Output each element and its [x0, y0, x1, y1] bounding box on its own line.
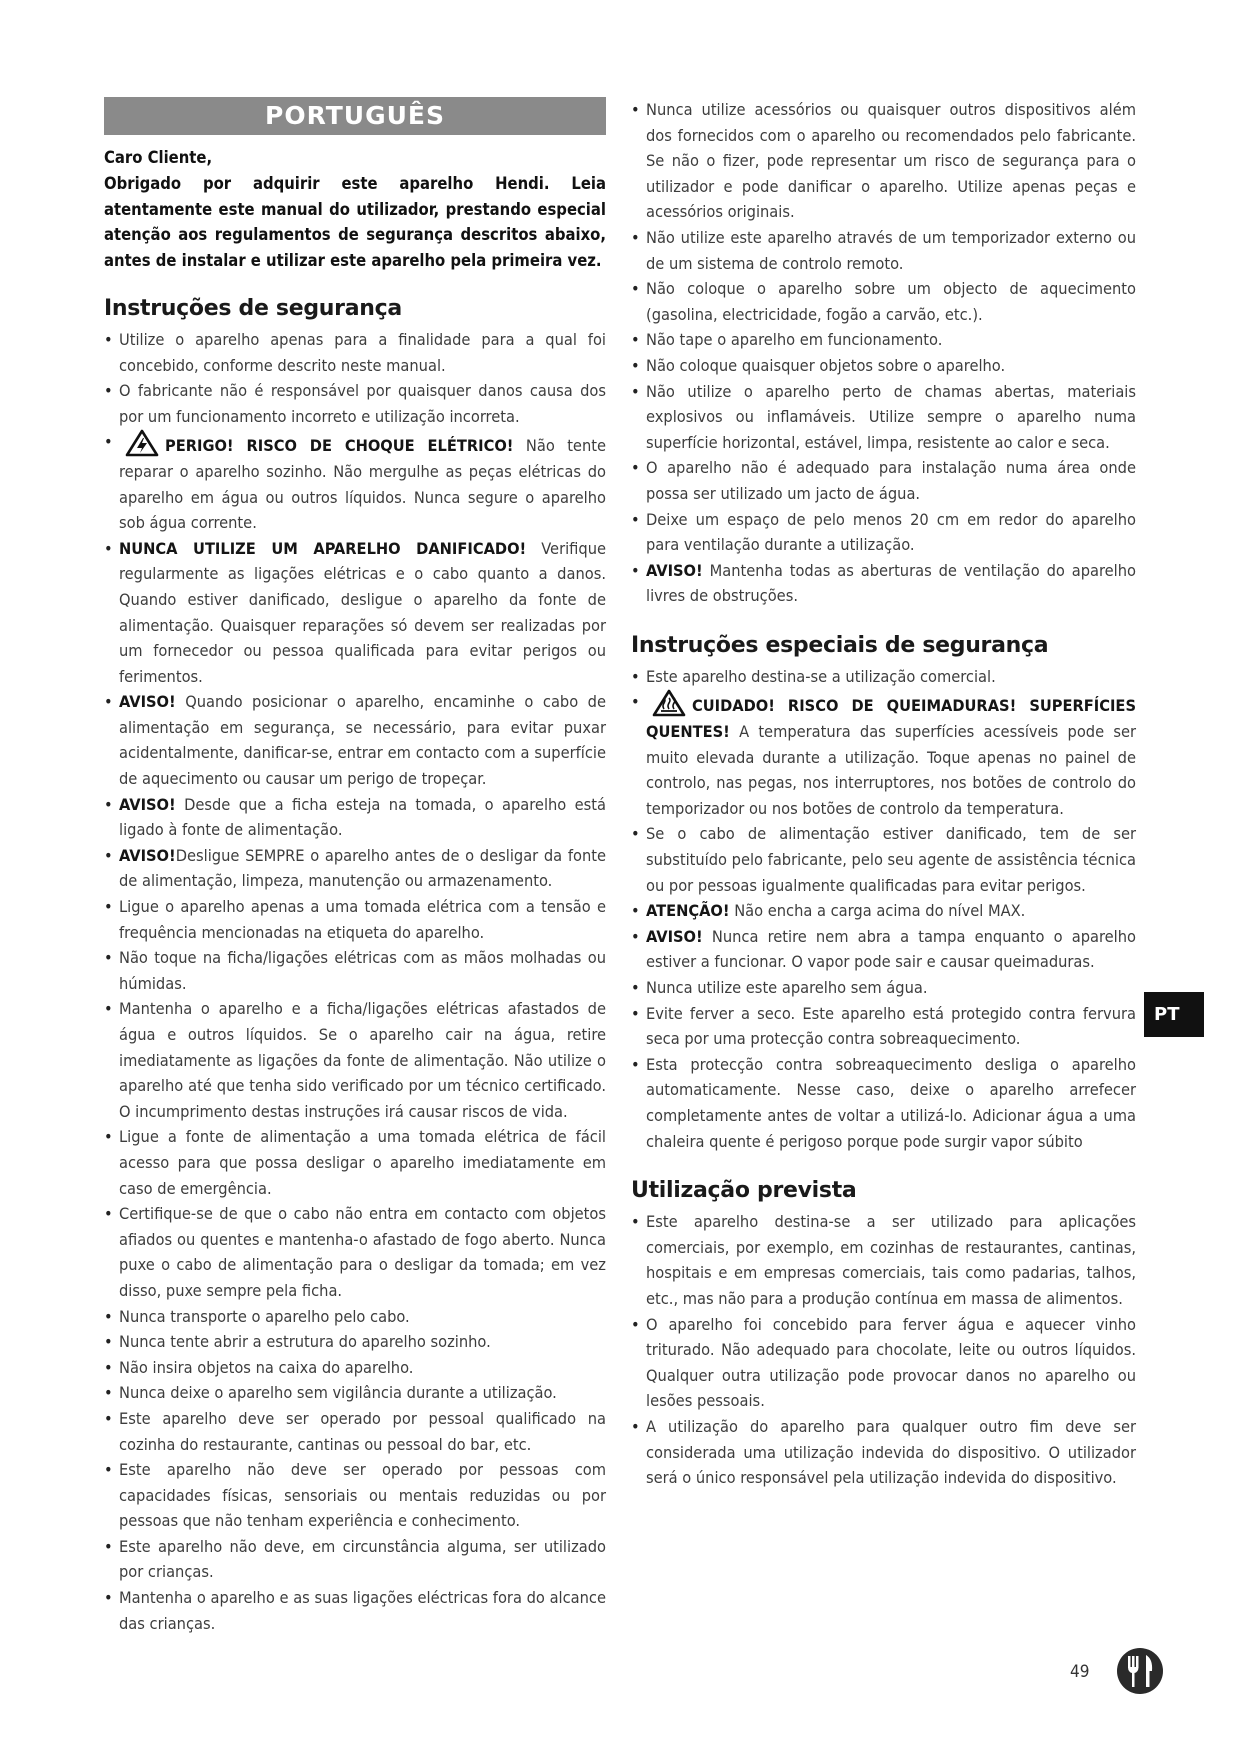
list-item: • Evite ferver a seco. Este aparelho está protegido contra fervura seca por uma protecção contra sobreaquecimento.	[631, 1001, 1136, 1052]
list-item: • Nunca deixe o aparelho sem vigilância durante a utilização.	[104, 1380, 606, 1406]
list-item	[104, 792, 606, 843]
list-item: • Não utilize este aparelho através de um temporizador externo ou de um sistema de controlo remoto.	[631, 225, 1136, 276]
page-number: 49	[1070, 1662, 1090, 1682]
list-item: • Utilize o aparelho apenas para a finalidade para a qual foi concebido, conforme descrito neste manual.	[104, 327, 606, 378]
list-item: • Este aparelho não deve, em circunstância alguma, ser utilizado por crianças.	[104, 1534, 606, 1585]
warning-label: AVISO!	[119, 794, 176, 814]
list-item: • Nunca utilize este aparelho sem água.	[631, 975, 1136, 1001]
list-item: • Mantenha o aparelho e as suas ligações eléctricas fora do alcance das crianças.	[104, 1585, 606, 1636]
item-text: Desligue SEMPRE o aparelho antes de o desligar da fonte de alimentação, limpeza, manutenção ou armazenamento.	[119, 845, 606, 891]
list-item: • Este aparelho destina-se a ser utilizado para aplicações comerciais, por exemplo, em cozinhas de restaurantes, cantinas, hospitais e em empresas comerciais, tais como padarias, talhos, etc., mas não para a produção contínua em massa de alimentos.	[631, 1209, 1136, 1311]
right-column	[631, 97, 1136, 1491]
list-item	[104, 536, 606, 690]
caution-text: A temperatura das superfícies acessíveis pode ser muito elevada durante a utilização. Toque apenas no painel de controlo, nas pegas, nos interruptores, nos botões de controlo do temporizador ou nos botões de controlo da temperatura.	[646, 722, 1136, 818]
list-item: • Nunca transporte o aparelho pelo cabo.	[104, 1304, 606, 1330]
caution-label: CUIDADO! RISCO DE QUEIMADURAS! SUPERFÍCIES QUENTES!	[646, 696, 1136, 742]
list-item: • Não coloque o aparelho sobre um objecto de aquecimento (gasolina, electricidade, fogão a carvão, etc.).	[631, 276, 1136, 327]
list-item: • Este aparelho deve ser operado por pessoal qualificado na cozinha do restaurante, cantinas ou pessoal do bar, etc.	[104, 1406, 606, 1457]
item-text: Não encha a carga acima do nível MAX.	[729, 901, 1026, 921]
list-item: • Não utilize o aparelho perto de chamas abertas, materiais explosivos ou inflamáveis. Utilize sempre o aparelho numa superfície horizontal, estável, limpa, resistente ao calor e seca.	[631, 379, 1136, 456]
greeting: Caro Cliente,	[104, 148, 213, 167]
list-item: • Não tape o aparelho em funcionamento.	[631, 327, 1136, 353]
special-safety-title: Instruções especiais de segurança	[631, 632, 1049, 658]
attention-label: ATENÇÃO!	[646, 901, 730, 921]
intro	[104, 145, 606, 274]
list-item	[104, 689, 606, 791]
list-item: • Não toque na ficha/ligações elétricas com as mãos molhadas ou húmidas.	[104, 945, 606, 996]
warning-label: NUNCA UTILIZE UM APARELHO DANIFICADO!	[119, 538, 527, 558]
warning-label: AVISO!	[119, 692, 176, 712]
item-text: Desde que a ficha esteja na tomada, o aparelho está ligado à fonte de alimentação.	[119, 794, 606, 840]
special-safety-list	[631, 664, 1136, 1154]
warning-label: AVISO!	[646, 926, 703, 946]
list-item: • Mantenha o aparelho e a ficha/ligações elétricas afastados de água e outros líquidos. Se o aparelho cair na água, retire imediatamente as ligações da fonte de alimentação. Não utilize o aparelho até que tenha sido verificado por um técnico certificado. O incumprimento destas instruções irá causar riscos de vida.	[104, 996, 606, 1124]
list-item	[631, 898, 1136, 924]
list-item: • A utilização do aparelho para qualquer outro fim deve ser considerada uma utilização indevida do dispositivo. O utilizador será o único responsável pela utilização indevida do dispositivo.	[631, 1414, 1136, 1491]
hendi-cutlery-logo-icon	[1116, 1647, 1164, 1695]
list-item: • O fabricante não é responsável por quaisquer danos causa dos por um funcionamento incorreto e utilização incorreta.	[104, 378, 606, 429]
danger-label: PERIGO! RISCO DE CHOQUE ELÉTRICO!	[165, 436, 514, 456]
list-item: • Não coloque quaisquer objetos sobre o aparelho.	[631, 353, 1136, 379]
item-text: Nunca retire nem abra a tampa enquanto o aparelho estiver a funcionar. O vapor pode sair e causar queimaduras.	[646, 926, 1136, 972]
list-item: • O aparelho foi concebido para ferver água e aquecer vinho triturado. Não adequado para chocolate, leite ou outros líquidos. Qualquer outra utilização pode provocar danos no aparelho ou lesões pessoais.	[631, 1312, 1136, 1414]
item-text: Quando posicionar o aparelho, encaminhe o cabo de alimentação em segurança, se necessário, para evitar puxar acidentalmente, danificar-se, entrar em contacto com a superfície de aquecimento ou causar um perigo de tropeçar.	[119, 692, 606, 789]
list-item: • O aparelho não é adequado para instalação numa área onde possa ser utilizado um jacto de água.	[631, 455, 1136, 506]
safety-list-continued	[631, 97, 1136, 609]
list-item	[631, 558, 1136, 609]
list-item: • Nunca tente abrir a estrutura do aparelho sozinho.	[104, 1329, 606, 1355]
left-column	[104, 97, 606, 1636]
list-item	[104, 429, 606, 535]
list-item	[631, 924, 1136, 975]
safety-title: Instruções de segurança	[104, 295, 402, 321]
list-item: • Ligue a fonte de alimentação a uma tomada elétrica de fácil acesso para que possa desligar o aparelho imediatamente em caso de emergência.	[104, 1124, 606, 1201]
warning-label: AVISO!	[646, 560, 703, 580]
danger-text: Não tente reparar o aparelho sozinho. Não mergulhe as peças elétricas do aparelho em água ou outros líquidos. Nunca segure o aparelho sob água corrente.	[119, 436, 606, 533]
safety-list	[104, 327, 606, 1636]
list-item: • Certifique-se de que o cabo não entra em contacto com objetos afiados ou quentes e mantenha-o afastado de fogo aberto. Nunca puxe o cabo de alimentação para o desligar da tomada; em vez disso, puxe sempre pela ficha.	[104, 1201, 606, 1303]
list-item	[631, 689, 1136, 821]
list-item: • Deixe um espaço de pelo menos 20 cm em redor do aparelho para ventilação durante a utilização.	[631, 507, 1136, 558]
list-item: • Ligue o aparelho apenas a uma tomada elétrica com a tensão e frequência mencionadas na etiqueta do aparelho.	[104, 894, 606, 945]
warning-label: AVISO!	[119, 845, 176, 865]
intended-use-title: Utilização prevista	[631, 1178, 857, 1204]
language-tab: PT	[1144, 992, 1204, 1037]
list-item: • Este aparelho destina-se a utilização comercial.	[631, 664, 1136, 690]
intro-text: Obrigado por adquirir este aparelho Hendi. Leia atentamente este manual do utilizador, prestando especial atenção aos regulamentos de segurança descritos abaixo, antes de instalar e utilizar este aparelho pela primeira vez.	[104, 173, 606, 271]
language-header: PORTUGUÊS	[104, 97, 606, 135]
intended-use-list	[631, 1209, 1136, 1491]
item-text: Verifique regularmente as ligações elétricas e o cabo quanto a danos. Quando estiver danificado, desligue o aparelho da fonte de alimentação. Quaisquer reparações só devem ser realizadas por um fornecedor ou pessoa qualificada para evitar perigos ou ferimentos.	[119, 538, 606, 686]
list-item: • Esta protecção contra sobreaquecimento desliga o aparelho automaticamente. Nesse caso, deixe o aparelho arrefecer completamente antes de voltar a utilizá-lo. Adicionar água a uma chaleira quente é perigoso porque pode surgir vapor súbito	[631, 1052, 1136, 1154]
list-item	[104, 843, 606, 894]
list-item: • Este aparelho não deve ser operado por pessoas com capacidades físicas, sensoriais ou mentais reduzidas ou por pessoas que não tenham experiência e conhecimento.	[104, 1457, 606, 1534]
item-text: Mantenha todas as aberturas de ventilação do aparelho livres de obstruções.	[646, 560, 1136, 606]
list-item: • Se o cabo de alimentação estiver danificado, tem de ser substituído pelo fabricante, pelo seu agente de assistência técnica ou por pessoas igualmente qualificadas para evitar perigos.	[631, 821, 1136, 898]
electric-shock-warning-icon	[125, 429, 159, 457]
list-item: • Não insira objetos na caixa do aparelho.	[104, 1355, 606, 1381]
hot-surface-warning-icon	[652, 689, 686, 717]
list-item: • Nunca utilize acessórios ou quaisquer outros dispositivos além dos fornecidos com o aparelho ou recomendados pelo fabricante. Se não o fizer, pode representar um risco de segurança para o utilizador e pode danificar o aparelho. Utilize apenas peças e acessórios originais.	[631, 97, 1136, 225]
